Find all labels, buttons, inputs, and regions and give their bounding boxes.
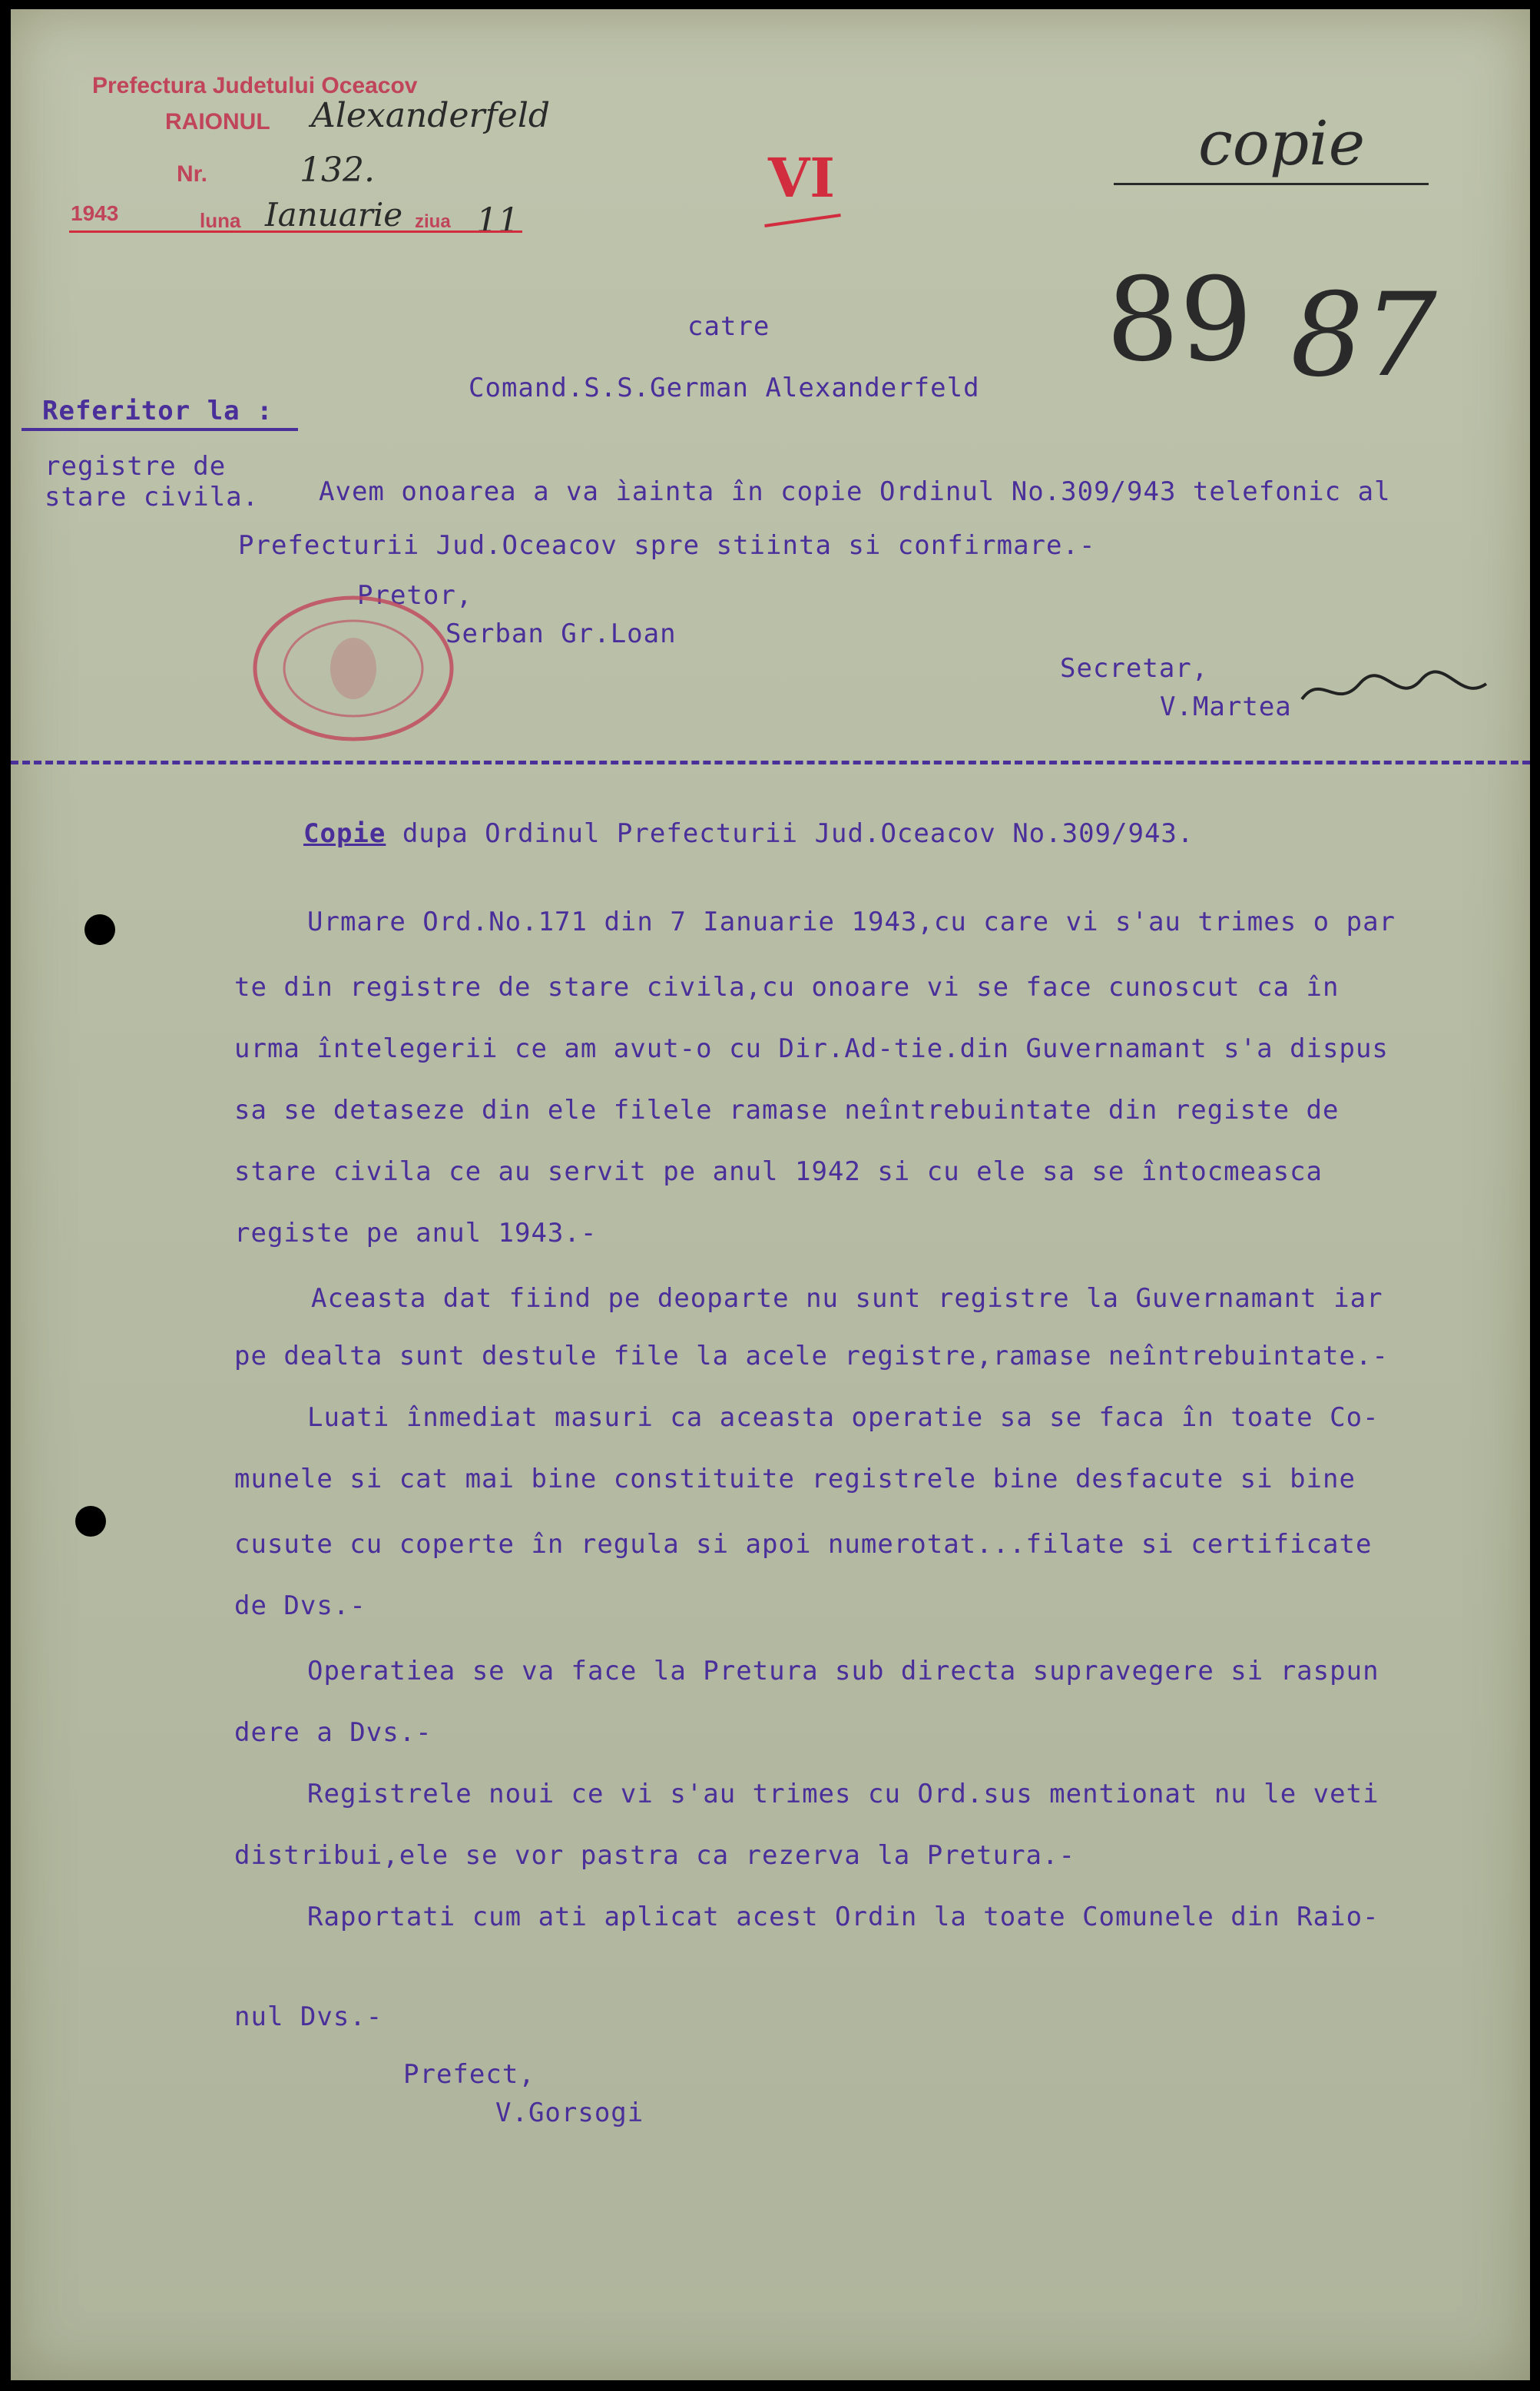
date-day-handwritten: 11: [476, 201, 519, 240]
copie-annotation: copie: [1198, 108, 1366, 179]
order-line: urma întelegerii ce am avut-o cu Dir.Ad-tie.din Guvernamant s'a dispus: [234, 1033, 1389, 1064]
order-line: dere a Dvs.-: [234, 1717, 432, 1748]
stamp-nr-label: Nr.: [177, 161, 208, 187]
secretar-name: V.Martea: [1160, 691, 1292, 722]
punch-hole: [75, 1506, 106, 1537]
letter-body-line: Prefecturii Jud.Oceacov spre stiinta si confirmare.-: [238, 530, 1096, 561]
archive-number-right: 87: [1290, 269, 1437, 403]
order-line: stare civila ce au servit pe anul 1942 si cu ele sa se întocmeasca: [234, 1156, 1323, 1187]
stamp-date-label: luna: [200, 209, 241, 232]
addressee: Comand.S.S.German Alexanderfeld: [469, 373, 980, 403]
letter-body-line: Avem onoarea a va ìainta în copie Ordinul No.309/943 telefonic al: [319, 476, 1391, 507]
reference-subject-2: stare civila.: [45, 482, 260, 512]
order-line: Operatiea se va face la Pretura sub directa supravegere si raspun: [307, 1656, 1379, 1686]
reference-underline: [22, 428, 298, 431]
raion-name-handwritten: Alexanderfeld: [311, 96, 551, 135]
stamp-year: 1943: [71, 201, 119, 225]
date-month-handwritten: Ianuarie: [265, 196, 403, 234]
recipient-catre: catre: [687, 311, 770, 342]
prefect-name: V.Gorsogi: [495, 2098, 644, 2128]
order-line: pe dealta sunt destule file la acele registre,ramase neîntrebuintate.-: [234, 1341, 1389, 1371]
copy-heading-copie: Copie: [303, 818, 386, 849]
order-line: nul Dvs.-: [234, 2001, 383, 2032]
order-line: Raportati cum ati aplicat acest Ordin la toate Comunele din Raio-: [307, 1902, 1379, 1932]
roman-numeral-annotation: VI: [768, 146, 836, 210]
order-line: Aceasta dat fiind pe deoparte nu sunt registre la Guvernamant iar: [311, 1283, 1383, 1314]
punch-hole: [84, 914, 115, 945]
order-line: Luati înmediat masuri ca aceasta operatie sa se faca în toate Co-: [307, 1402, 1379, 1433]
order-line: munele si cat mai bine constituite registrele bine desfacute si bine: [234, 1464, 1356, 1494]
stamp-raionul: RAIONUL: [165, 109, 270, 134]
reference-subject-1: registre de: [45, 451, 227, 482]
prefect-title: Prefect,: [403, 2059, 535, 2090]
copie-underline: [1114, 183, 1429, 185]
order-line: te din registre de stare civila,cu onoare vi se face cunoscut ca în: [234, 972, 1340, 1003]
order-line: distribui,ele se vor pastra ca rezerva la Pretura.-: [234, 1840, 1075, 1871]
stamp-day-label: ziua: [415, 211, 451, 232]
order-line: registe pe anul 1943.-: [234, 1218, 598, 1249]
secretar-title: Secretar,: [1060, 653, 1209, 684]
stamp-prefectura: Prefectura Judetului Oceacov: [92, 73, 418, 98]
copy-heading-text: dupa Ordinul Prefecturii Jud.Oceacov No.309/943.: [386, 818, 1194, 849]
order-line: de Dvs.-: [234, 1590, 366, 1621]
archive-number-left: 89: [1106, 254, 1253, 387]
registration-number: 132.: [300, 151, 375, 190]
section-divider: [11, 761, 1530, 764]
order-line: sa se detaseze din ele filele ramase neîntrebuintate din registe de: [234, 1095, 1340, 1126]
pretor-title: Pretor,: [357, 580, 473, 611]
stamp-underline: [69, 230, 522, 233]
secretar-signature: [1298, 668, 1490, 715]
order-line: cusute cu coperte în regula si apoi numerotat...filate si certificate: [234, 1529, 1373, 1560]
pretor-name: Serban Gr.Loan: [445, 618, 677, 649]
copy-heading: [303, 818, 1194, 849]
order-line: Registrele noui ce vi s'au trimes cu Ord.sus mentionat nu le veti: [307, 1779, 1379, 1809]
reference-label: Referitor la :: [42, 396, 273, 426]
order-line: Urmare Ord.No.171 din 7 Ianuarie 1943,cu care vi s'au trimes o par: [307, 907, 1396, 937]
round-official-seal: [250, 592, 457, 745]
